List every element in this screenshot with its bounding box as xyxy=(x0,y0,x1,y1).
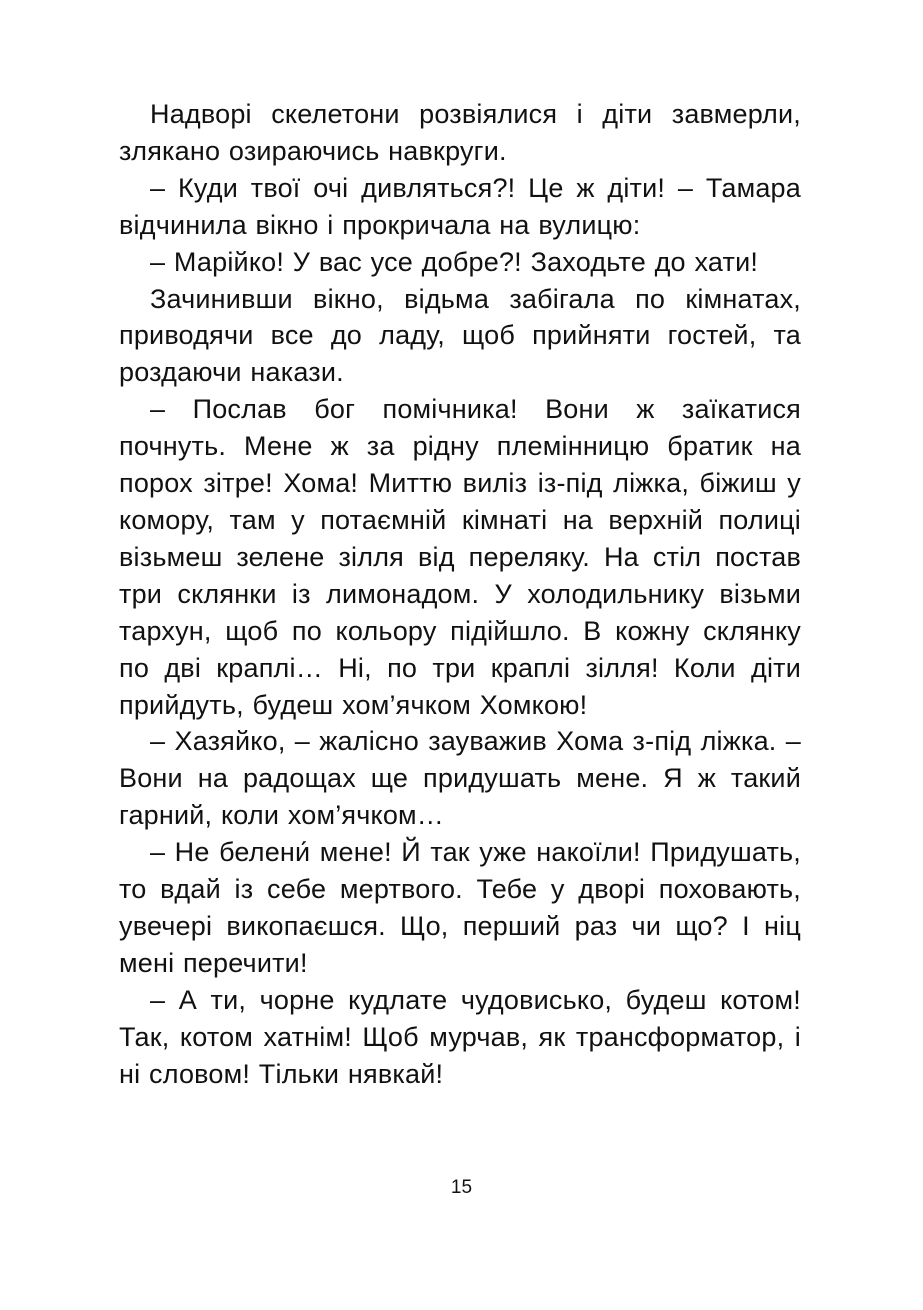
paragraph: – Послав бог помічника! Вони ж заїкатися почнуть. Мене ж за рідну племінницю братик на порох зітре! Хома! Миттю виліз із-під ліжка, біжиш у комору, там у потаємній кімнаті на верхній полиці візьмеш зелене зілля від переляку. На стіл постав три склянки із лимонадом. У холодильнику візьми тархун, щоб по кольору підійшло. В кожну склянку по дві краплі… Ні, по три краплі зілля! Коли діти прийдуть, будеш хом’ячком Хомкою! xyxy=(119,394,801,720)
paragraph: Зачинивши вікно, відьма забігала по кімнатах, приводячи все до ладу, щоб прийняти гостей, та роздаючи накази. xyxy=(119,283,801,388)
paragraph: – Марійко! У вас усе добре?! Заходьте до хати! xyxy=(150,246,759,277)
paragraph: – Не белени́ мене! Й так уже накоїли! Придушать, то вдай із себе мертвого. Тебе у дворі поховають, увечері викопаєшся. Що, перший раз чи що? І ніц мені перечити! xyxy=(119,837,801,978)
paragraph: – Хазяйко, – жалісно зауважив Хома з-під ліжка. – Вони на радощах ще придушать мене. Я ж такий гарний, коли хом’ячком… xyxy=(119,726,801,831)
paragraph: Надворі скелетони розвіялися і діти завмерли, злякано озираючись навкруги. xyxy=(119,99,801,166)
paragraph: – Куди твої очі дивляться?! Це ж діти! – Тамара відчинила вікно і прокричала на вулицю: xyxy=(119,172,801,240)
page-number: 15 xyxy=(450,1177,473,1198)
paragraph: – А ти, чорне кудлате чудовисько, будеш котом! Так, котом хатнім! Щоб мурчав, як трансформатор, і ні словом! Тільки нявкай! xyxy=(119,984,801,1089)
page-body xyxy=(119,96,801,1092)
